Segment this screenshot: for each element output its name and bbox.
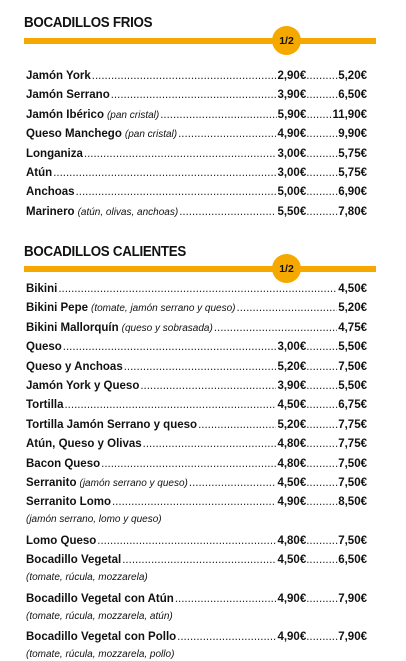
half-price: 3,90€ [277, 89, 307, 102]
full-price: 5,20€ [338, 302, 367, 315]
dot-leader-2 [306, 88, 338, 102]
menu-item-row [26, 534, 367, 548]
item-name: Bikini Pepe [26, 302, 88, 315]
dot-leader [112, 495, 276, 509]
item-name: Bocadillo Vegetal [26, 554, 122, 567]
item-name: Serranito [26, 477, 77, 489]
dot-leader-2 [306, 127, 338, 141]
menu-item-row [26, 340, 367, 354]
dot-leader-2 [306, 340, 338, 354]
full-price: 6,75€ [338, 399, 367, 412]
dot-leader [63, 340, 277, 354]
item-subdescription: (tomate, rúcula, mozzarela, atún) [26, 610, 173, 622]
full-price: 8,50€ [338, 496, 367, 509]
item-name: Bikini [26, 283, 58, 295]
dot-leader [92, 69, 277, 83]
dot-leader [84, 147, 277, 161]
half-price: 3,90€ [277, 380, 307, 392]
menu-item-row [26, 630, 367, 644]
dot-leader-2 [306, 534, 338, 548]
item-name: Jamón York [26, 70, 91, 82]
menu-item-row [26, 418, 367, 432]
dot-leader [111, 88, 277, 102]
half-badge-frios: 1/2 [272, 26, 301, 55]
dot-leader-2 [306, 69, 338, 83]
dot-leader-2 [306, 185, 338, 199]
menu-item-row [26, 321, 367, 335]
item-subdescription: (jamón serrano, lomo y queso) [26, 514, 162, 526]
dot-leader [160, 108, 276, 122]
dot-leader [198, 418, 276, 432]
item-name: Queso y Anchoas [26, 360, 123, 373]
dot-leader [237, 301, 338, 315]
dot-leader [76, 185, 277, 199]
item-description: (pan cristal) [124, 129, 178, 141]
item-name: Bocadillo Vegetal con Pollo [26, 631, 177, 644]
dot-leader [97, 534, 276, 548]
full-price: 6,50€ [338, 89, 367, 102]
half-price: 4,80€ [277, 534, 307, 547]
half-badge-calientes: 1/2 [272, 254, 301, 283]
menu-item-row [26, 127, 367, 141]
menu-item-row [26, 437, 367, 451]
half-price: 4,50€ [277, 477, 307, 489]
dot-leader [140, 379, 276, 393]
full-price: 7,75€ [338, 438, 367, 451]
menu-item-row [26, 69, 367, 83]
half-price: 2,90€ [277, 70, 307, 82]
half-price: 4,50€ [277, 554, 307, 567]
item-name: Marinero [26, 205, 75, 218]
menu-item-row [26, 205, 367, 219]
item-description: (pan cristal) [106, 109, 160, 121]
dot-leader [214, 321, 337, 335]
dot-leader [177, 630, 276, 644]
dot-leader-2 [306, 592, 338, 606]
section-divider-calientes [24, 266, 376, 272]
dot-leader-2 [306, 166, 338, 180]
half-price: 5,00€ [277, 186, 307, 199]
dot-leader [101, 457, 276, 471]
item-name: Jamón York y Queso [26, 380, 140, 392]
full-price: 6,50€ [338, 554, 367, 567]
menu-item-row [26, 282, 367, 296]
full-price: 7,90€ [338, 592, 367, 605]
half-price: 4,80€ [277, 457, 307, 470]
dot-leader [124, 360, 277, 374]
item-name: Longaniza [26, 147, 83, 160]
dot-leader [178, 127, 276, 141]
item-name: Atún, Queso y Olivas [26, 438, 142, 451]
dot-leader-2 [306, 379, 338, 393]
full-price: 7,50€ [338, 477, 367, 489]
dot-leader [122, 553, 276, 567]
menu-item-row [26, 185, 367, 199]
menu-item-row [26, 301, 367, 315]
dot-leader [143, 437, 277, 451]
full-price: 5,75€ [338, 167, 367, 179]
dot-leader-2 [306, 437, 338, 451]
half-price: 4,80€ [277, 438, 307, 451]
item-description: (tomate, jamón serrano y queso) [91, 303, 236, 315]
item-description: (atún, olivas, anchoas) [77, 206, 179, 218]
item-subdescription: (tomate, rúcula, mozzarela) [26, 572, 148, 584]
full-price: 7,80€ [338, 205, 367, 218]
dot-leader [175, 592, 277, 606]
item-name: Atún [26, 167, 53, 179]
menu-item-row [26, 495, 367, 509]
dot-leader-2 [306, 398, 338, 412]
item-description: (jamón serrano y queso) [79, 478, 188, 489]
full-price: 4,75€ [338, 321, 367, 334]
full-price: 11,90€ [332, 108, 367, 121]
half-price: 5,20€ [277, 360, 307, 373]
half-price: 4,50€ [277, 399, 307, 412]
menu-item-row [26, 147, 367, 161]
menu-item-row [26, 166, 367, 180]
item-name: Tortilla [26, 399, 64, 412]
menu-item-row [26, 457, 367, 471]
dot-leader-2 [306, 147, 338, 161]
half-price: 4,90€ [277, 631, 307, 644]
half-price: 3,00€ [277, 341, 307, 354]
dot-leader-2 [306, 205, 338, 219]
full-price: 6,90€ [338, 186, 367, 199]
dot-leader [189, 476, 277, 490]
item-name: Bocadillo Vegetal con Atún [26, 592, 174, 605]
item-name: Queso [26, 341, 62, 354]
dot-leader-2 [306, 360, 338, 374]
full-price: 9,90€ [338, 128, 367, 141]
dot-leader-2 [306, 495, 338, 509]
dot-leader [179, 205, 276, 219]
item-name: Jamón Serrano [26, 89, 110, 102]
full-price: 7,90€ [338, 631, 367, 644]
full-price: 7,50€ [338, 360, 367, 373]
half-price: 4,90€ [277, 128, 307, 141]
section-divider-frios [24, 38, 376, 44]
full-price: 5,20€ [338, 70, 367, 82]
dot-leader-2 [306, 457, 338, 471]
menu-item-row [26, 398, 367, 412]
dot-leader-2 [306, 553, 338, 567]
full-price: 5,50€ [338, 380, 367, 392]
full-price: 4,50€ [338, 283, 367, 295]
half-price: 5,50€ [277, 205, 307, 218]
item-name: Anchoas [26, 186, 75, 199]
full-price: 7,50€ [338, 534, 367, 547]
menu-item-row [26, 379, 367, 393]
item-name: Serranito Lomo [26, 496, 111, 509]
item-name: Jamón Ibérico [26, 108, 104, 121]
half-price: 4,90€ [277, 496, 307, 509]
menu-item-row [26, 553, 367, 567]
item-name: Bikini Mallorquín [26, 321, 119, 334]
dot-leader-2 [306, 630, 338, 644]
half-price: 4,90€ [277, 592, 307, 605]
item-subdescription: (tomate, rúcula, mozzarela, pollo) [26, 649, 175, 661]
dot-leader-2 [306, 476, 338, 490]
menu-item-row [26, 88, 367, 102]
half-price: 5,20€ [277, 418, 307, 431]
dot-leader-2 [306, 108, 332, 122]
dot-leader [64, 398, 276, 412]
menu-item-row [26, 108, 367, 122]
section-title-calientes: BOCADILLOS CALIENTES [24, 244, 186, 260]
full-price: 7,75€ [338, 418, 367, 431]
item-name: Queso Manchego [26, 128, 122, 141]
dot-leader [53, 166, 276, 180]
half-price: 3,00€ [277, 147, 307, 160]
dot-leader-2 [306, 418, 338, 432]
item-name: Tortilla Jamón Serrano y queso [26, 418, 198, 431]
dot-leader [58, 282, 337, 296]
full-price: 7,50€ [338, 457, 367, 470]
half-price: 5,90€ [277, 108, 307, 121]
full-price: 5,75€ [338, 147, 367, 160]
section-title-frios: BOCADILLOS FRIOS [24, 15, 153, 31]
half-price: 3,00€ [277, 167, 307, 179]
item-name: Bacon Queso [26, 457, 101, 470]
menu-item-row [26, 476, 367, 490]
menu-item-row [26, 360, 367, 374]
item-description: (queso y sobrasada) [121, 322, 213, 334]
menu-item-row [26, 592, 367, 606]
item-name: Lomo Queso [26, 534, 97, 547]
full-price: 5,50€ [338, 341, 367, 354]
